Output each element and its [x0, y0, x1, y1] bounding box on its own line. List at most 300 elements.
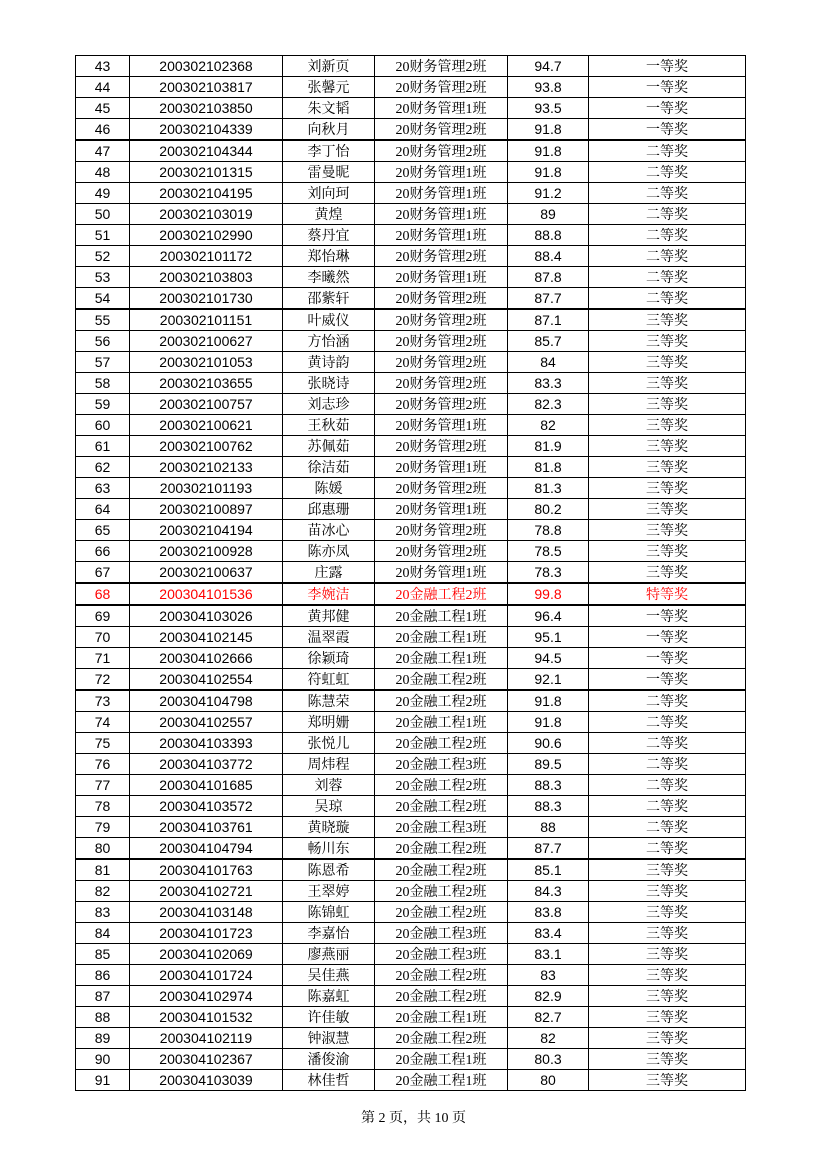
cell-student-name: 陈媛: [283, 478, 375, 499]
cell-rank-number: 67: [76, 562, 130, 584]
cell-score: 87.8: [508, 267, 589, 288]
cell-class-name: 20金融工程2班: [375, 733, 508, 754]
cell-rank-number: 43: [76, 56, 130, 77]
cell-award: 三等奖: [589, 1028, 746, 1049]
cell-student-name: 刘向珂: [283, 183, 375, 204]
cell-class-name: 20财务管理2班: [375, 520, 508, 541]
cell-award: 三等奖: [589, 965, 746, 986]
cell-award: 三等奖: [589, 859, 746, 881]
table-row: [76, 986, 746, 1007]
cell-rank-number: 60: [76, 415, 130, 436]
cell-student-name: 雷曼昵: [283, 162, 375, 183]
cell-award: 一等奖: [589, 627, 746, 648]
cell-score: 82: [508, 1028, 589, 1049]
table-row: [76, 1049, 746, 1070]
cell-class-name: 20金融工程1班: [375, 712, 508, 733]
cell-student-name: 方怡涵: [283, 331, 375, 352]
cell-class-name: 20金融工程2班: [375, 690, 508, 712]
table-row: [76, 288, 746, 310]
cell-score: 84.3: [508, 881, 589, 902]
table-row: [76, 204, 746, 225]
cell-rank-number: 80: [76, 838, 130, 860]
cell-award: 三等奖: [589, 394, 746, 415]
table-row: [76, 733, 746, 754]
cell-rank-number: 91: [76, 1070, 130, 1091]
cell-score: 82.3: [508, 394, 589, 415]
cell-student-id: 200304102557: [130, 712, 283, 733]
cell-class-name: 20金融工程1班: [375, 1070, 508, 1091]
table-row: [76, 648, 746, 669]
table-row: [76, 690, 746, 712]
cell-class-name: 20财务管理1班: [375, 162, 508, 183]
cell-score: 80.3: [508, 1049, 589, 1070]
cell-student-name: 王秋茹: [283, 415, 375, 436]
cell-student-id: 200302100928: [130, 541, 283, 562]
cell-award: 二等奖: [589, 267, 746, 288]
cell-student-id: 200304103026: [130, 605, 283, 627]
cell-student-id: 200304103393: [130, 733, 283, 754]
cell-class-name: 20金融工程1班: [375, 1049, 508, 1070]
cell-class-name: 20财务管理2班: [375, 140, 508, 162]
cell-class-name: 20财务管理2班: [375, 288, 508, 310]
table-row: [76, 712, 746, 733]
cell-rank-number: 46: [76, 119, 130, 141]
cell-score: 80.2: [508, 499, 589, 520]
cell-award: 三等奖: [589, 309, 746, 331]
cell-score: 91.8: [508, 162, 589, 183]
cell-score: 91.8: [508, 712, 589, 733]
table-row: [76, 669, 746, 691]
cell-award: 三等奖: [589, 562, 746, 584]
cell-award: 二等奖: [589, 183, 746, 204]
cell-rank-number: 78: [76, 796, 130, 817]
cell-award: 三等奖: [589, 478, 746, 499]
table-row: [76, 1070, 746, 1091]
cell-score: 91.8: [508, 140, 589, 162]
cell-student-name: 李丁怡: [283, 140, 375, 162]
cell-score: 80: [508, 1070, 589, 1091]
cell-student-name: 李曦然: [283, 267, 375, 288]
table-row: [76, 541, 746, 562]
cell-class-name: 20金融工程2班: [375, 902, 508, 923]
cell-class-name: 20财务管理2班: [375, 309, 508, 331]
cell-award: 二等奖: [589, 775, 746, 796]
cell-score: 99.8: [508, 583, 589, 605]
table-row: [76, 478, 746, 499]
cell-rank-number: 64: [76, 499, 130, 520]
cell-class-name: 20金融工程2班: [375, 796, 508, 817]
cell-award: 一等奖: [589, 605, 746, 627]
cell-class-name: 20金融工程2班: [375, 583, 508, 605]
cell-award: 二等奖: [589, 246, 746, 267]
cell-student-name: 刘新页: [283, 56, 375, 77]
cell-class-name: 20金融工程3班: [375, 923, 508, 944]
cell-award: 三等奖: [589, 541, 746, 562]
table-row: [76, 331, 746, 352]
cell-score: 88.8: [508, 225, 589, 246]
cell-student-id: 200304102367: [130, 1049, 283, 1070]
cell-award: 一等奖: [589, 56, 746, 77]
cell-student-name: 陈恩希: [283, 859, 375, 881]
cell-award: 三等奖: [589, 436, 746, 457]
cell-score: 83.4: [508, 923, 589, 944]
cell-rank-number: 53: [76, 267, 130, 288]
cell-award: 二等奖: [589, 162, 746, 183]
table-row: [76, 56, 746, 77]
page-number-footer: 第 2 页，共 10 页: [361, 1111, 466, 1126]
table-row: [76, 1007, 746, 1028]
cell-rank-number: 58: [76, 373, 130, 394]
cell-student-id: 200304102554: [130, 669, 283, 691]
cell-rank-number: 56: [76, 331, 130, 352]
cell-class-name: 20金融工程2班: [375, 881, 508, 902]
cell-rank-number: 51: [76, 225, 130, 246]
cell-rank-number: 85: [76, 944, 130, 965]
cell-student-name: 畅川东: [283, 838, 375, 860]
cell-score: 78.8: [508, 520, 589, 541]
cell-student-id: 200304101532: [130, 1007, 283, 1028]
cell-student-id: 200302102133: [130, 457, 283, 478]
cell-score: 94.5: [508, 648, 589, 669]
table-row: [76, 457, 746, 478]
cell-award: 三等奖: [589, 881, 746, 902]
cell-student-name: 张悦儿: [283, 733, 375, 754]
cell-student-name: 许佳敏: [283, 1007, 375, 1028]
cell-student-id: 200302101730: [130, 288, 283, 310]
cell-class-name: 20财务管理2班: [375, 394, 508, 415]
award-results-table: [75, 55, 746, 1091]
cell-award: 三等奖: [589, 520, 746, 541]
cell-class-name: 20财务管理2班: [375, 56, 508, 77]
cell-student-id: 200302102368: [130, 56, 283, 77]
cell-class-name: 20金融工程1班: [375, 1007, 508, 1028]
cell-class-name: 20财务管理2班: [375, 352, 508, 373]
cell-score: 87.7: [508, 288, 589, 310]
cell-student-id: 200304104794: [130, 838, 283, 860]
table-row: [76, 923, 746, 944]
cell-student-id: 200302103850: [130, 98, 283, 119]
cell-student-id: 200304103039: [130, 1070, 283, 1091]
table-row: [76, 499, 746, 520]
cell-class-name: 20财务管理2班: [375, 541, 508, 562]
table-row: [76, 627, 746, 648]
cell-rank-number: 87: [76, 986, 130, 1007]
cell-student-id: 200304103761: [130, 817, 283, 838]
cell-score: 83.8: [508, 902, 589, 923]
cell-score: 87.7: [508, 838, 589, 860]
cell-rank-number: 52: [76, 246, 130, 267]
table-row: [76, 77, 746, 98]
cell-student-id: 200304101723: [130, 923, 283, 944]
cell-student-name: 钟淑慧: [283, 1028, 375, 1049]
cell-class-name: 20金融工程2班: [375, 1028, 508, 1049]
cell-student-name: 符虹虹: [283, 669, 375, 691]
cell-award: 特等奖: [589, 583, 746, 605]
cell-student-id: 200302100621: [130, 415, 283, 436]
cell-score: 87.1: [508, 309, 589, 331]
cell-award: 三等奖: [589, 1007, 746, 1028]
cell-student-id: 200302100757: [130, 394, 283, 415]
cell-award: 三等奖: [589, 331, 746, 352]
cell-score: 82.7: [508, 1007, 589, 1028]
table-row: [76, 309, 746, 331]
cell-award: 二等奖: [589, 690, 746, 712]
cell-score: 88.3: [508, 775, 589, 796]
cell-student-id: 200302103655: [130, 373, 283, 394]
cell-student-id: 200304102145: [130, 627, 283, 648]
table-row: [76, 605, 746, 627]
cell-award: 一等奖: [589, 648, 746, 669]
cell-class-name: 20财务管理2班: [375, 478, 508, 499]
cell-score: 81.3: [508, 478, 589, 499]
cell-score: 78.5: [508, 541, 589, 562]
cell-award: 二等奖: [589, 712, 746, 733]
table-row: [76, 373, 746, 394]
cell-class-name: 20财务管理1班: [375, 204, 508, 225]
cell-student-name: 张馨元: [283, 77, 375, 98]
cell-award: 一等奖: [589, 77, 746, 98]
cell-class-name: 20金融工程2班: [375, 965, 508, 986]
cell-class-name: 20财务管理1班: [375, 183, 508, 204]
cell-score: 84: [508, 352, 589, 373]
cell-student-id: 200302100637: [130, 562, 283, 584]
cell-student-name: 张晓诗: [283, 373, 375, 394]
cell-rank-number: 59: [76, 394, 130, 415]
cell-score: 82: [508, 415, 589, 436]
cell-class-name: 20财务管理2班: [375, 77, 508, 98]
cell-class-name: 20财务管理1班: [375, 415, 508, 436]
cell-student-name: 黄诗韵: [283, 352, 375, 373]
cell-student-name: 陈慧荣: [283, 690, 375, 712]
cell-score: 90.6: [508, 733, 589, 754]
cell-award: 三等奖: [589, 499, 746, 520]
cell-student-name: 蔡丹宜: [283, 225, 375, 246]
cell-student-id: 200302104339: [130, 119, 283, 141]
cell-student-id: 200302103019: [130, 204, 283, 225]
cell-rank-number: 83: [76, 902, 130, 923]
cell-rank-number: 68: [76, 583, 130, 605]
cell-student-id: 200302101193: [130, 478, 283, 499]
table-row: [76, 415, 746, 436]
table-row: [76, 352, 746, 373]
cell-student-id: 200304102069: [130, 944, 283, 965]
cell-score: 85.1: [508, 859, 589, 881]
cell-class-name: 20财务管理1班: [375, 98, 508, 119]
cell-class-name: 20财务管理1班: [375, 562, 508, 584]
cell-student-name: 林佳哲: [283, 1070, 375, 1091]
table-row: [76, 140, 746, 162]
cell-score: 91.8: [508, 119, 589, 141]
cell-student-name: 徐颖琦: [283, 648, 375, 669]
cell-class-name: 20金融工程3班: [375, 944, 508, 965]
table-row: [76, 162, 746, 183]
cell-student-id: 200304101685: [130, 775, 283, 796]
cell-award: 三等奖: [589, 352, 746, 373]
cell-award: 二等奖: [589, 204, 746, 225]
cell-rank-number: 71: [76, 648, 130, 669]
cell-student-name: 温翠霞: [283, 627, 375, 648]
cell-rank-number: 44: [76, 77, 130, 98]
cell-class-name: 20财务管理2班: [375, 331, 508, 352]
cell-rank-number: 54: [76, 288, 130, 310]
table-row: [76, 267, 746, 288]
table-row: [76, 775, 746, 796]
cell-class-name: 20财务管理1班: [375, 457, 508, 478]
cell-score: 83.1: [508, 944, 589, 965]
cell-award: 三等奖: [589, 457, 746, 478]
cell-score: 91.8: [508, 690, 589, 712]
cell-rank-number: 77: [76, 775, 130, 796]
cell-student-id: 200304101536: [130, 583, 283, 605]
cell-score: 83.3: [508, 373, 589, 394]
cell-award: 二等奖: [589, 288, 746, 310]
cell-student-name: 黄晓璇: [283, 817, 375, 838]
cell-award: 三等奖: [589, 986, 746, 1007]
cell-score: 81.8: [508, 457, 589, 478]
cell-rank-number: 61: [76, 436, 130, 457]
cell-student-name: 郑怡琳: [283, 246, 375, 267]
cell-student-id: 200302104194: [130, 520, 283, 541]
cell-award: 二等奖: [589, 754, 746, 775]
cell-score: 81.9: [508, 436, 589, 457]
table-row: [76, 225, 746, 246]
cell-rank-number: 47: [76, 140, 130, 162]
cell-student-id: 200302101151: [130, 309, 283, 331]
table-row: [76, 98, 746, 119]
table-row: [76, 183, 746, 204]
cell-student-name: 刘志珍: [283, 394, 375, 415]
cell-score: 82.9: [508, 986, 589, 1007]
cell-award: 三等奖: [589, 415, 746, 436]
cell-student-id: 200304101724: [130, 965, 283, 986]
table-row: [76, 583, 746, 605]
cell-rank-number: 81: [76, 859, 130, 881]
table-row: [76, 562, 746, 584]
cell-student-id: 200302104344: [130, 140, 283, 162]
cell-rank-number: 75: [76, 733, 130, 754]
table-row: [76, 817, 746, 838]
cell-rank-number: 55: [76, 309, 130, 331]
cell-class-name: 20金融工程2班: [375, 986, 508, 1007]
cell-student-id: 200304104798: [130, 690, 283, 712]
cell-award: 一等奖: [589, 119, 746, 141]
cell-student-name: 朱文韬: [283, 98, 375, 119]
cell-student-id: 200304103148: [130, 902, 283, 923]
cell-rank-number: 48: [76, 162, 130, 183]
cell-student-name: 周炜程: [283, 754, 375, 775]
cell-class-name: 20财务管理1班: [375, 225, 508, 246]
cell-student-name: 叶威仪: [283, 309, 375, 331]
table-row: [76, 902, 746, 923]
cell-rank-number: 89: [76, 1028, 130, 1049]
cell-student-id: 200302104195: [130, 183, 283, 204]
cell-student-id: 200302100762: [130, 436, 283, 457]
cell-score: 78.3: [508, 562, 589, 584]
cell-score: 91.2: [508, 183, 589, 204]
cell-class-name: 20金融工程3班: [375, 817, 508, 838]
cell-class-name: 20财务管理2班: [375, 436, 508, 457]
cell-rank-number: 70: [76, 627, 130, 648]
cell-award: 二等奖: [589, 225, 746, 246]
cell-rank-number: 50: [76, 204, 130, 225]
cell-award: 一等奖: [589, 98, 746, 119]
cell-class-name: 20金融工程1班: [375, 627, 508, 648]
table-row: [76, 859, 746, 881]
cell-rank-number: 82: [76, 881, 130, 902]
cell-student-name: 刘蓉: [283, 775, 375, 796]
table-row: [76, 520, 746, 541]
cell-student-name: 吴佳燕: [283, 965, 375, 986]
cell-rank-number: 62: [76, 457, 130, 478]
cell-student-id: 200302100897: [130, 499, 283, 520]
cell-student-id: 200302101053: [130, 352, 283, 373]
cell-class-name: 20金融工程2班: [375, 775, 508, 796]
cell-student-name: 邱惠珊: [283, 499, 375, 520]
cell-rank-number: 76: [76, 754, 130, 775]
cell-rank-number: 88: [76, 1007, 130, 1028]
cell-student-id: 200304103772: [130, 754, 283, 775]
cell-score: 89: [508, 204, 589, 225]
cell-student-id: 200302103817: [130, 77, 283, 98]
cell-score: 88.3: [508, 796, 589, 817]
table-row: [76, 881, 746, 902]
cell-award: 二等奖: [589, 838, 746, 860]
cell-class-name: 20金融工程2班: [375, 859, 508, 881]
cell-student-name: 廖燕丽: [283, 944, 375, 965]
cell-student-id: 200302100627: [130, 331, 283, 352]
table-body: [76, 56, 746, 1091]
cell-award: 三等奖: [589, 923, 746, 944]
cell-student-id: 200302101172: [130, 246, 283, 267]
cell-student-name: 苗冰心: [283, 520, 375, 541]
cell-student-id: 200304102119: [130, 1028, 283, 1049]
cell-class-name: 20金融工程1班: [375, 648, 508, 669]
cell-rank-number: 65: [76, 520, 130, 541]
cell-rank-number: 49: [76, 183, 130, 204]
cell-student-id: 200304102721: [130, 881, 283, 902]
cell-rank-number: 90: [76, 1049, 130, 1070]
cell-score: 85.7: [508, 331, 589, 352]
cell-award: 一等奖: [589, 669, 746, 691]
cell-student-name: 黄煌: [283, 204, 375, 225]
table-row: [76, 944, 746, 965]
cell-student-id: 200302102990: [130, 225, 283, 246]
cell-student-name: 苏佩茹: [283, 436, 375, 457]
cell-score: 94.7: [508, 56, 589, 77]
cell-score: 88.4: [508, 246, 589, 267]
cell-student-name: 徐洁茹: [283, 457, 375, 478]
cell-student-name: 陈锦虹: [283, 902, 375, 923]
table-row: [76, 796, 746, 817]
table-row: [76, 754, 746, 775]
cell-student-name: 庄露: [283, 562, 375, 584]
cell-award: 三等奖: [589, 373, 746, 394]
cell-student-id: 200302101315: [130, 162, 283, 183]
cell-student-id: 200304102666: [130, 648, 283, 669]
cell-rank-number: 73: [76, 690, 130, 712]
table-row: [76, 838, 746, 860]
cell-award: 三等奖: [589, 1049, 746, 1070]
cell-student-id: 200304103572: [130, 796, 283, 817]
table-row: [76, 246, 746, 267]
cell-student-name: 李嘉怡: [283, 923, 375, 944]
table-row: [76, 436, 746, 457]
cell-student-name: 吴琼: [283, 796, 375, 817]
cell-student-name: 邵紫轩: [283, 288, 375, 310]
cell-class-name: 20财务管理2班: [375, 246, 508, 267]
cell-student-name: 郑明姗: [283, 712, 375, 733]
cell-award: 二等奖: [589, 733, 746, 754]
